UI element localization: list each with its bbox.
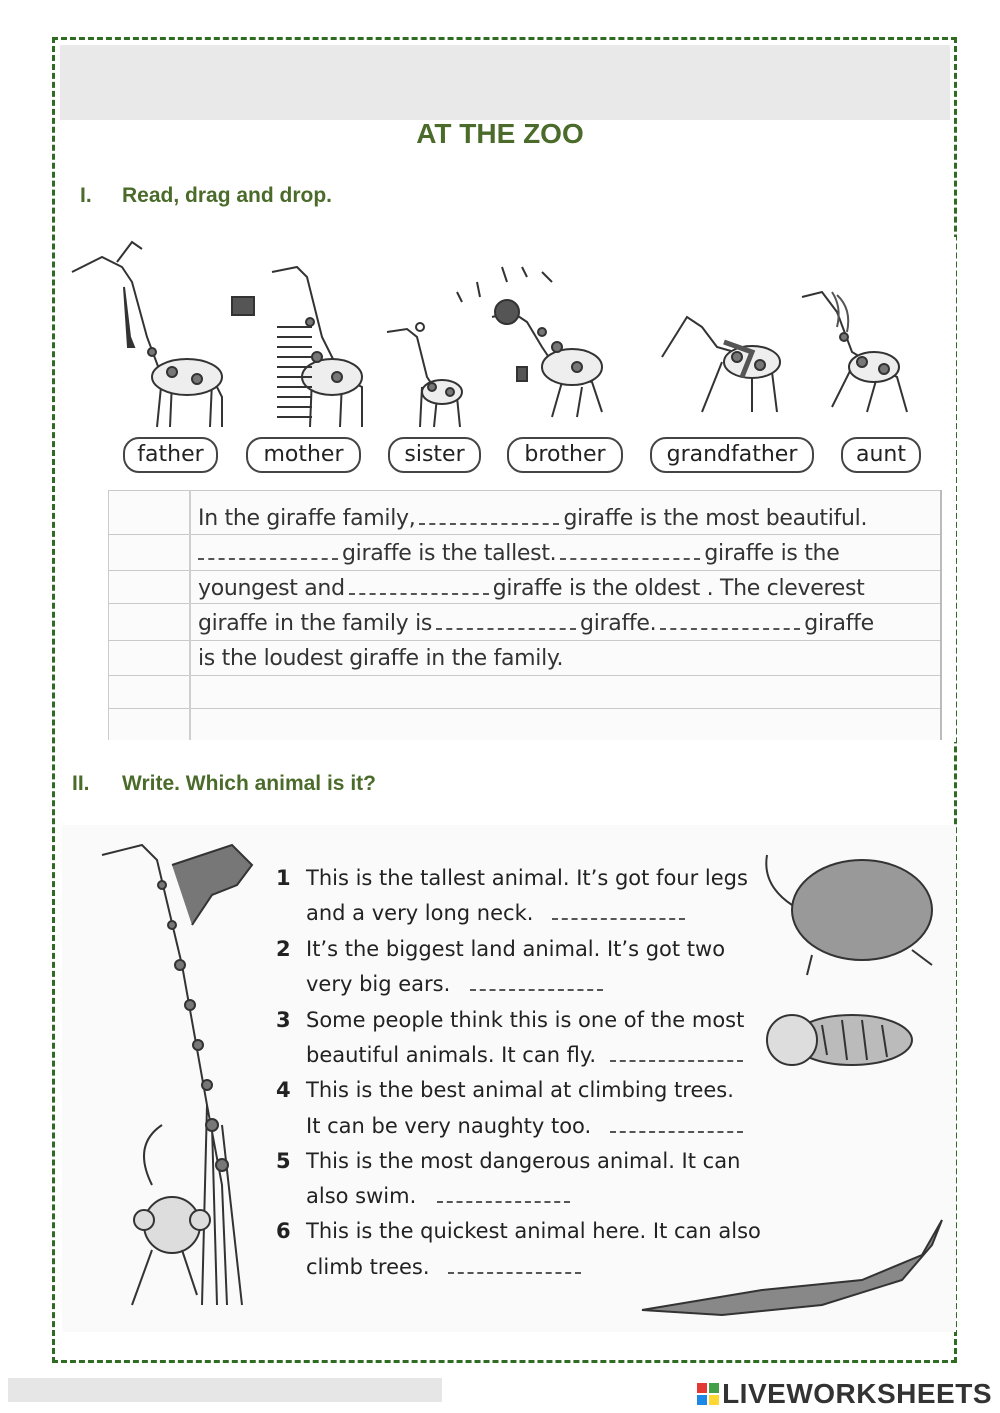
question-number: 1 [276, 866, 291, 890]
footer-bar [8, 1378, 442, 1402]
question-text: This is the best animal at climbing trees. [306, 1078, 734, 1102]
paragraph-text: youngest and [198, 576, 345, 601]
paragraph-text: giraffe [804, 611, 874, 636]
question-text: This is the tallest animal. It’s got four legs [306, 866, 748, 890]
question-5-line-2: also swim. [306, 1184, 417, 1208]
paragraph-line-1 [198, 506, 867, 531]
word-aunt[interactable]: aunt [841, 437, 921, 473]
paragraph-line-5 [198, 646, 563, 671]
brand-text: LIVEWORKSHEETS [722, 1378, 992, 1409]
paragraph-line-4 [198, 611, 874, 636]
question-6-line-2: climb trees. [306, 1255, 430, 1279]
answer-field-2[interactable] [470, 989, 603, 991]
question-number: 6 [276, 1219, 291, 1243]
question-text: Some people think this is one of the most [306, 1008, 745, 1032]
elephant-illustration [766, 855, 932, 975]
word-sister[interactable]: sister [388, 437, 481, 473]
paragraph-text: giraffe. [580, 611, 657, 636]
header-bar [60, 45, 950, 120]
question-number: 2 [276, 937, 291, 961]
brother-giraffe-illustration [457, 267, 602, 417]
section-2-number: II. [72, 772, 90, 795]
question-2-line-2: very big ears. [306, 972, 451, 996]
giraffe-family-illustration [62, 237, 956, 437]
monkey-illustration [132, 1125, 210, 1305]
question-4-line-2: It can be very naughty too. [306, 1114, 592, 1138]
sister-giraffe-illustration [387, 323, 462, 427]
answer-blank-6[interactable] [660, 614, 800, 630]
paragraph-text: giraffe is the oldest . The cleverest [492, 576, 865, 601]
section-1-number: I. [80, 184, 92, 207]
answer-blank-3[interactable] [560, 544, 700, 560]
paragraph-line-3 [198, 576, 864, 601]
question-text: This is the most dangerous animal. It can [306, 1149, 741, 1173]
paragraph-text: is the loudest giraffe in the family. [198, 646, 564, 671]
answer-blank-1[interactable] [419, 509, 559, 525]
page-title: AT THE ZOO [416, 118, 584, 149]
mother-giraffe-illustration [232, 267, 362, 427]
word-mother[interactable]: mother [246, 437, 361, 473]
liveworksheets-logo-icon [696, 1382, 720, 1406]
question-text: It’s the biggest land animal. It’s got two [306, 937, 726, 961]
section-2-instruction: Write. Which animal is it? [122, 772, 376, 795]
answer-blank-2[interactable] [198, 544, 338, 560]
aunt-giraffe-illustration [802, 292, 907, 412]
parrot-illustration [172, 845, 252, 925]
question-number: 3 [276, 1008, 291, 1032]
liveworksheets-logo[interactable] [696, 1378, 992, 1410]
paragraph-line-2 [198, 541, 839, 566]
paragraph-text: giraffe is the [704, 541, 840, 566]
question-text: This is the quickest animal here. It can also [306, 1219, 761, 1243]
father-giraffe-illustration [72, 242, 222, 427]
answer-field-1[interactable] [552, 918, 685, 920]
answer-blank-4[interactable] [349, 579, 489, 595]
word-brother[interactable]: brother [507, 437, 623, 473]
paragraph-text: In the giraffe family, [198, 506, 416, 531]
paragraph-text: giraffe is the most beautiful. [563, 506, 868, 531]
question-number: 5 [276, 1149, 291, 1173]
word-father[interactable]: father [123, 437, 218, 473]
answer-field-5[interactable] [437, 1201, 570, 1203]
answer-blank-5[interactable] [436, 614, 576, 630]
answer-field-6[interactable] [448, 1272, 581, 1274]
grandfather-giraffe-illustration [662, 317, 780, 412]
paragraph-text: giraffe in the family is [198, 611, 433, 636]
question-1-line-2: and a very long neck. [306, 901, 534, 925]
tiger-illustration [767, 1015, 912, 1065]
answer-field-4[interactable] [610, 1131, 743, 1133]
question-number: 4 [276, 1078, 291, 1102]
answer-field-3[interactable] [610, 1060, 743, 1062]
paragraph-text: giraffe is the tallest. [342, 541, 557, 566]
section-1-instruction: Read, drag and drop. [122, 184, 333, 207]
word-grandfather[interactable]: grandfather [650, 437, 814, 473]
question-3-line-2: beautiful animals. It can fly. [306, 1043, 597, 1067]
